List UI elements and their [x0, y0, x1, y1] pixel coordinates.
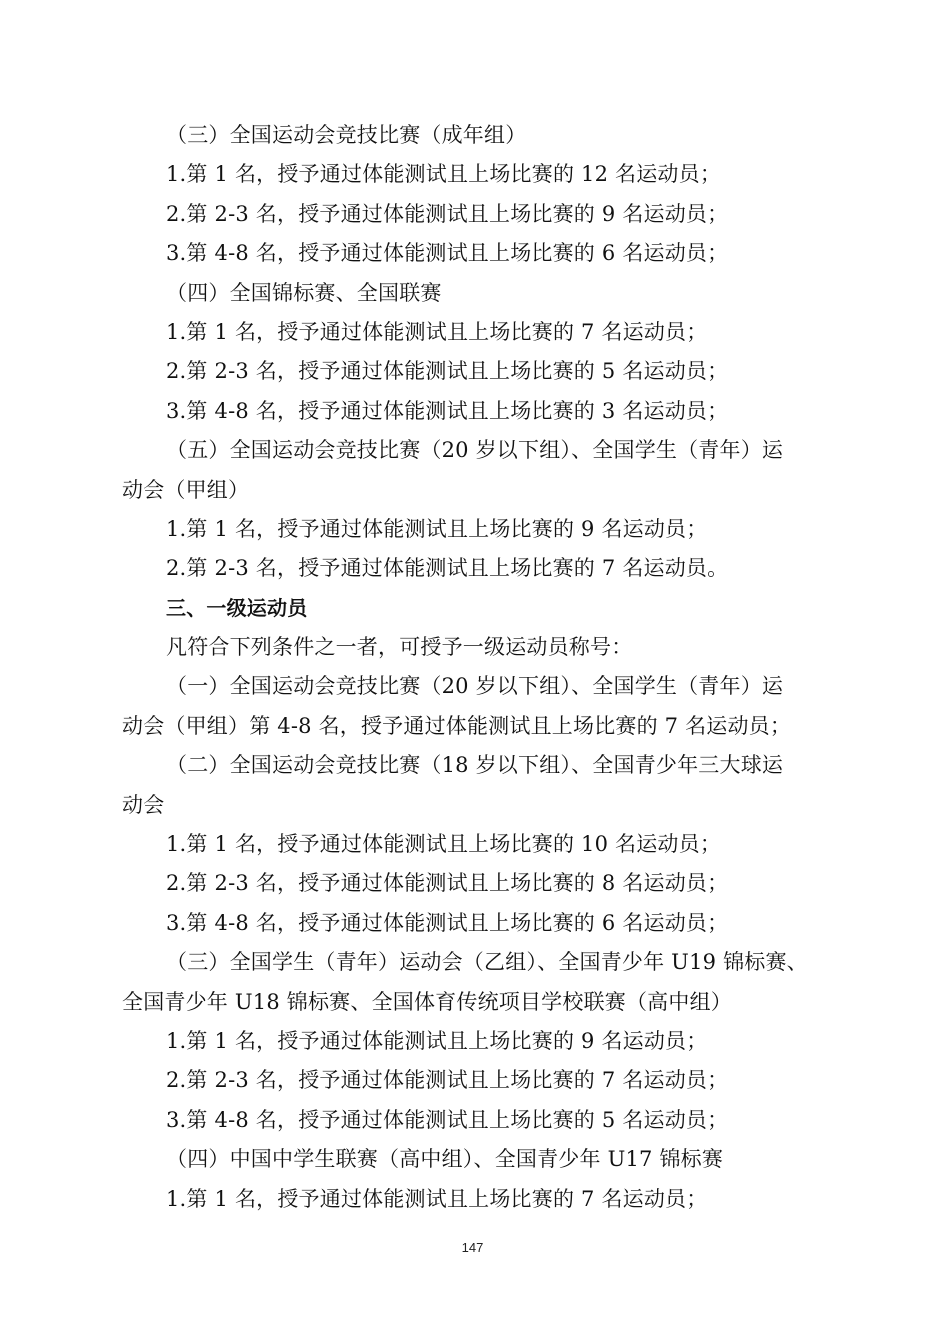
paragraph-line: 2.第 2-3 名，授予通过体能测试且上场比赛的 7 名运动员；: [166, 1068, 729, 1093]
paragraph-line: 1.第 1 名，授予通过体能测试且上场比赛的 7 名运动员；: [166, 319, 708, 344]
paragraph-line: 3.第 4-8 名，授予通过体能测试且上场比赛的 6 名运动员；: [166, 910, 729, 935]
section-heading-u18-three-ball-games: （二）全国运动会竞技比赛（18 岁以下组）、全国青少年三大球运: [166, 753, 784, 778]
paragraph-line-continuation: 动会（甲组）第 4-8 名，授予通过体能测试且上场比赛的 7 名运动员；: [122, 713, 792, 738]
section-heading-high-school-league: （四）中国中学生联赛（高中组）、全国青少年 U17 锦标赛: [166, 1147, 724, 1172]
paragraph-line: 3.第 4-8 名，授予通过体能测试且上场比赛的 5 名运动员；: [166, 1107, 729, 1132]
paragraph-line: 1.第 1 名，授予通过体能测试且上场比赛的 10 名运动员；: [166, 832, 722, 857]
paragraph-line: 2.第 2-3 名，授予通过体能测试且上场比赛的 9 名运动员；: [166, 201, 729, 226]
paragraph-line: 3.第 4-8 名，授予通过体能测试且上场比赛的 3 名运动员；: [166, 398, 729, 423]
section-heading-u20-student-games: （五）全国运动会竞技比赛（20 岁以下组）、全国学生（青年）运: [166, 438, 784, 463]
paragraph-line: 1.第 1 名，授予通过体能测试且上场比赛的 9 名运动员；: [166, 1028, 708, 1053]
paragraph-line: 1.第 1 名，授予通过体能测试且上场比赛的 7 名运动员；: [166, 1186, 708, 1211]
paragraph-line: 凡符合下列条件之一者，可授予一级运动员称号：: [166, 635, 633, 660]
section-heading-student-games-group-b: （三）全国学生（青年）运动会（乙组）、全国青少年 U19 锦标赛、: [166, 950, 808, 975]
section-heading-national-games-adult: （三）全国运动会竞技比赛（成年组）: [166, 123, 527, 147]
paragraph-line: 1.第 1 名，授予通过体能测试且上场比赛的 12 名运动员；: [166, 162, 722, 187]
paragraph-line: 2.第 2-3 名，授予通过体能测试且上场比赛的 7 名运动员。: [166, 556, 729, 581]
paragraph-line-continuation: 动会: [122, 792, 165, 817]
page-number: 147: [461, 1240, 484, 1255]
chapter-heading-first-class-athlete: 三、一级运动员: [166, 595, 308, 620]
document-body: [122, 116, 830, 1219]
paragraph-line-continuation: 动会（甲组）: [122, 477, 250, 502]
paragraph-line: 3.第 4-8 名，授予通过体能测试且上场比赛的 6 名运动员；: [166, 241, 729, 266]
section-heading-national-championships: （四）全国锦标赛、全国联赛: [166, 280, 442, 305]
paragraph-line-continuation: 全国青少年 U18 锦标赛、全国体育传统项目学校联赛（高中组）: [122, 989, 732, 1014]
section-heading-u20-ranking: （一）全国运动会竞技比赛（20 岁以下组）、全国学生（青年）运: [166, 674, 784, 699]
paragraph-line: 2.第 2-3 名，授予通过体能测试且上场比赛的 8 名运动员；: [166, 871, 729, 896]
paragraph-line: 1.第 1 名，授予通过体能测试且上场比赛的 9 名运动员；: [166, 516, 708, 541]
paragraph-line: 2.第 2-3 名，授予通过体能测试且上场比赛的 5 名运动员；: [166, 359, 729, 384]
